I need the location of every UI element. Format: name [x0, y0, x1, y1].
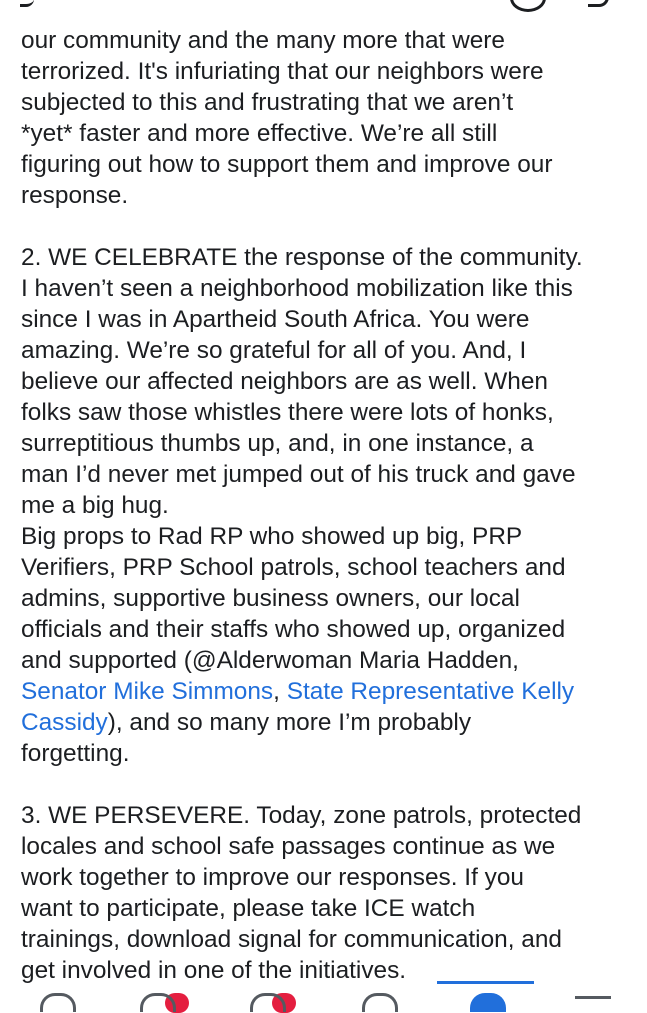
bottom-nav-bar: [0, 985, 647, 1000]
text-line: locales and school safe passages continue as we: [21, 833, 556, 860]
text-line: work together to improve our responses. If you: [21, 864, 524, 891]
text-line: man I’d never met jumped out of his truck and gave: [21, 461, 576, 488]
paragraph-gap: [21, 211, 631, 242]
text-line: 2. WE CELEBRATE the response of the community.: [21, 244, 583, 271]
text-line: Verifiers, PRP School patrols, school teachers and: [21, 554, 566, 581]
paragraph-gap: [21, 769, 631, 800]
text-line: amazing. We’re so grateful for all of you. And, I: [21, 337, 527, 364]
video-icon[interactable]: [140, 993, 176, 1012]
top-bar-fragment: [0, 0, 647, 14]
text-line: response.: [21, 182, 129, 209]
text-fragment: ), and so many more I’m probably: [107, 709, 472, 736]
text-line: admins, supportive business owners, our local: [21, 585, 520, 612]
text-line: believe our affected neighbors are as well. When: [21, 368, 548, 395]
text-line: our community and the many more that were: [21, 27, 505, 54]
text-line: officials and their staffs who showed up, organized: [21, 616, 566, 643]
notifications-icon[interactable]: [470, 993, 506, 1012]
separator-text: ,: [273, 678, 287, 705]
state-rep-kelly-cassidy-link-cont[interactable]: Cassidy: [21, 709, 108, 736]
state-rep-kelly-cassidy-link[interactable]: State Representative Kelly: [286, 678, 575, 705]
marketplace-icon[interactable]: [250, 993, 286, 1012]
profile-icon[interactable]: [362, 993, 398, 1012]
text-line: [21, 676, 631, 707]
text-line: figuring out how to support them and improve our: [21, 151, 553, 178]
post-text: [21, 25, 631, 986]
text-line: I haven’t seen a neighborhood mobilization like this: [21, 275, 573, 302]
text-line: *yet* faster and more effective. We’re all still: [21, 120, 498, 147]
active-tab-indicator: [437, 981, 534, 984]
home-icon[interactable]: [40, 993, 76, 1012]
text-line: subjected to this and frustrating that we aren’t: [21, 89, 514, 116]
back-icon[interactable]: [20, 0, 34, 7]
text-line: 3. WE PERSEVERE. Today, zone patrols, protected: [21, 802, 582, 829]
text-line: and supported (@Alderwoman Maria Hadden,: [21, 647, 519, 674]
text-line: Big props to Rad RP who showed up big, PRP: [21, 523, 523, 550]
senator-mike-simmons-link[interactable]: Senator Mike Simmons: [21, 678, 274, 705]
text-line: folks saw those whistles there were lots of honks,: [21, 399, 554, 426]
text-line: me a big hug.: [21, 492, 169, 519]
text-line: terrorized. It's infuriating that our neighbors were: [21, 58, 544, 85]
text-line: forgetting.: [21, 740, 130, 767]
text-line: since I was in Apartheid South Africa. You were: [21, 306, 530, 333]
messenger-icon[interactable]: [510, 0, 546, 12]
text-line: [21, 707, 631, 738]
text-line: surreptitious thumbs up, and, in one instance, a: [21, 430, 534, 457]
text-line: get involved in one of the initiatives.: [21, 957, 407, 984]
text-line: want to participate, please take ICE watch: [21, 895, 476, 922]
search-icon[interactable]: [588, 0, 609, 7]
text-line: trainings, download signal for communication, and: [21, 926, 562, 953]
